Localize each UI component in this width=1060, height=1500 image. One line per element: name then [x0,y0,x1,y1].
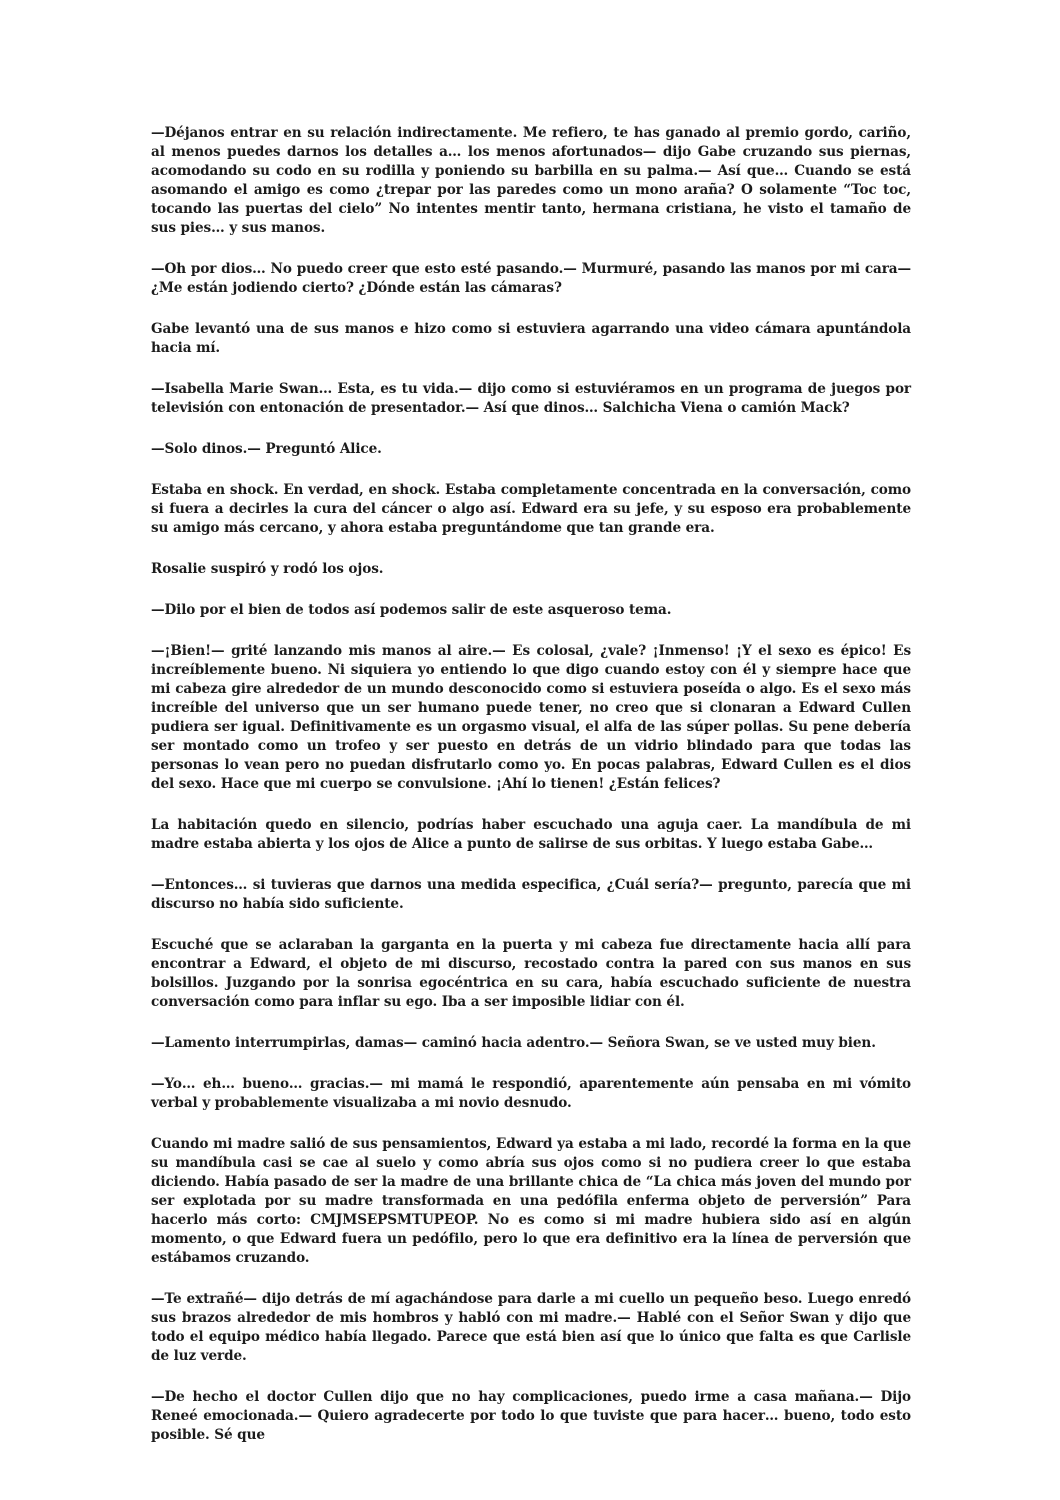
paragraph: —Solo dinos.— Preguntó Alice. [151,441,382,457]
paragraph: Cuando mi madre salió de sus pensamientos, Edward ya estaba a mi lado, recordé la forma en la que su mandíbula casi se cae al suelo y como abría sus ojos como si no pudiera creer lo que estaba diciendo. Había pasado de ser la madre de una brillante chica de “La chica más joven del mundo por ser explotada por su madre transformada en una pedófila enferma objeto de perversión” Para hacerlo más corto: CMJMSEPSMTUPEOP. No es como si mi madre hubiera sido así en algún momento, o que Edward fuera un pedófilo, pero lo que era definitivo era la línea de perversión que estábamos cruzando. [151,1136,911,1266]
paragraph: —Dilo por el bien de todos así podemos salir de este asqueroso tema. [151,602,672,618]
paragraph: —Te extrañé— dijo detrás de mí agachándose para darle a mi cuello un pequeño beso. Luego enredó sus brazos alrededor de mis hombros y habló con mi madre.— Hablé con el Señor Swan y dijo que todo el equipo médico había llegado. Parece que está bien así que lo único que falta es que Carlisle de luz verde. [151,1291,911,1364]
paragraph: La habitación quedo en silencio, podrías haber escuchado una aguja caer. La mandíbula de mi madre estaba abierta y los ojos de Alice a punto de salirse de sus orbitas. Y luego estaba Gabe… [151,817,911,852]
paragraph: —Isabella Marie Swan… Esta, es tu vida.— dijo como si estuviéramos en un programa de juegos por televisión con entonación de presentador.— Así que dinos… Salchicha Viena o camión Mack? [151,381,911,416]
paragraph: Escuché que se aclaraban la garganta en la puerta y mi cabeza fue directamente hacia allí para encontrar a Edward, el objeto de mi discurso, recostado contra la pared con sus manos en sus bolsillos. Juzgando por la sonrisa egocéntrica en su cara, había escuchado suficiente de nuestra conversación como para inflar su ego. Iba a ser imposible lidiar con él. [151,937,911,1010]
paragraph: —Lamento interrumpirlas, damas— caminó hacia adentro.— Señora Swan, se ve usted muy bien. [151,1035,876,1051]
paragraph: —Déjanos entrar en su relación indirectamente. Me refiero, te has ganado al premio gordo, cariño, al menos puedes darnos los detalles a… los menos afortunados— dijo Gabe cruzando sus piernas, acomodando su codo en su rodilla y poniendo su barbilla en su palma.— Así que… Cuando se está asomando el amigo es como ¿trepar por las paredes como un mono araña? O solamente “Toc toc, tocando las puertas del cielo” No intentes mentir tanto, hermana cristiana, he visto el tamaño de sus pies… y sus manos. [151,125,911,236]
paragraph: —De hecho el doctor Cullen dijo que no hay complicaciones, puedo irme a casa mañana.— Dijo Reneé emocionada.— Quiero agradecerte por todo lo que tuviste que para hacer… bueno, todo esto posible. Sé que [151,1389,911,1443]
paragraph: —¡Bien!— grité lanzando mis manos al aire.— Es colosal, ¿vale? ¡Inmenso! ¡Y el sexo es épico! Es increíblemente bueno. Ni siquiera yo entiendo lo que digo cuando estoy con él y siempre hace que mi cabeza gire alrededor de un mundo desconocido como si estuviera poseída o algo. Es el sexo más increíble del universo que un ser humano puede tener, no creo que si clonaran a Edward Cullen pudiera ser igual. Definitivamente es un orgasmo visual, el alfa de las súper pollas. Su pene debería ser montado como un trofeo y ser puesto en detrás de un vidrio blindado para que todas las personas lo vean pero no puedan disfrutarlo como yo. En pocas palabras, Edward Cullen es el dios del sexo. Hace que mi cuerpo se convulsione. ¡Ahí lo tienen! ¿Están felices? [151,643,911,792]
paragraph: Estaba en shock. En verdad, en shock. Estaba completamente concentrada en la conversación, como si fuera a decirles la cura del cáncer o algo así. Edward era su jefe, y su esposo era probablemente su amigo más cercano, y ahora estaba preguntándome que tan grande era. [151,482,911,536]
paragraph: —Entonces… si tuvieras que darnos una medida especifica, ¿Cuál sería?— pregunto, parecía que mi discurso no había sido suficiente. [151,877,911,912]
paragraph: —Yo… eh… bueno… gracias.— mi mamá le respondió, aparentemente aún pensaba en mi vómito verbal y probablemente visualizaba a mi novio desnudo. [151,1076,911,1111]
paragraph: Rosalie suspiró y rodó los ojos. [151,561,384,577]
paragraph: —Oh por dios… No puedo creer que esto esté pasando.— Murmuré, pasando las manos por mi cara— ¿Me están jodiendo cierto? ¿Dónde están las cámaras? [151,261,911,296]
paragraph: Gabe levantó una de sus manos e hizo como si estuviera agarrando una video cámara apuntándola hacia mí. [151,321,911,356]
document-body [151,124,911,1467]
